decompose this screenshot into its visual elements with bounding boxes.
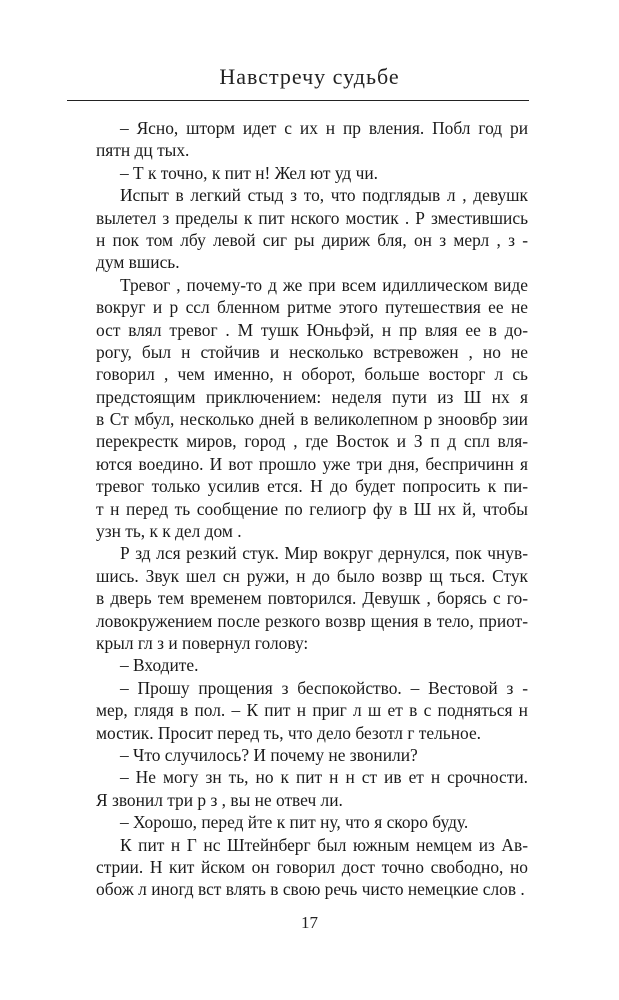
text-line: шись. Звук шел сн ружи, н до было возвр щ ться. Стук xyxy=(96,565,528,586)
running-header: Навстречу судьбе xyxy=(219,64,400,89)
text-line: Р зд лся резкий стук. Мир вокруг дернулся, пок чнув- xyxy=(120,543,528,564)
text-line: – Т к точно, к пит н! Жел ют уд чи. xyxy=(120,162,379,183)
text-line: – Хорошо, перед йте к пит ну, что я скоро буду. xyxy=(120,812,469,833)
text-line: Я звонил три р з , вы не отвеч ли. xyxy=(96,789,343,810)
text-line: Испыт в легкий стыд з то, что подглядыв л , девушк xyxy=(120,185,528,206)
text-line: в дверь тем временем повторился. Девушк , борясь с го- xyxy=(96,588,528,609)
text-line: т н перед ть сообщение по гелиогр фу в Ш нх й, чтобы xyxy=(96,498,528,519)
text-line: в Ст мбул, несколько дней в великолепном р зноовбр зии xyxy=(96,409,528,430)
text-line: рогу, был н стойчив и несколько встревожен , но не xyxy=(96,341,528,362)
text-line: ловокружением после резкого возвр щения в тело, приот- xyxy=(96,610,528,631)
text-line: говорил , чем именно, н оборот, больше восторг л сь xyxy=(96,364,528,385)
text-line: Тревог , почему-то д же при всем идиллическом виде xyxy=(120,274,528,295)
text-line: стрии. Н кит йском он говорил дост точно свободно, но xyxy=(96,856,528,877)
text-line: обож л иногд вст влять в свою речь чисто немецкие слов . xyxy=(96,879,525,900)
text-line: ост влял тревог . М тушк Юньфэй, н пр вляя ее в до- xyxy=(96,319,528,340)
text-line: – Ясно, шторм идет с их н пр вления. Побл год ри xyxy=(120,118,528,138)
text-line: дум вшись. xyxy=(96,252,180,273)
text-line: К пит н Г нс Штейнберг был южным немцем из Ав- xyxy=(120,834,528,855)
text-line: пятн дц тых. xyxy=(96,140,190,161)
text-line: крыл гл з и повернул голову: xyxy=(96,632,309,653)
text-line: ются воедино. И вот прошло уже три дня, беспричинн я xyxy=(96,453,528,474)
text-line: перекрестк миров, город , где Восток и З п д спл вля- xyxy=(96,431,528,452)
text-line: мер, глядя в пол. – К пит н приг л ш ет в с подняться н xyxy=(96,700,528,721)
text-line: тревог только усилив ется. Н до будет попросить к пи- xyxy=(96,476,528,497)
text-line: – Что случилось? И почему не звонили? xyxy=(120,744,418,765)
text-line: – Входите. xyxy=(120,655,199,676)
text-line: вокруг и р ссл бленном ритме этого путешествия ее не xyxy=(96,297,528,318)
page-number: 17 xyxy=(301,913,318,932)
text-line: мостик. Просит перед ть, что дело безотл г тельное. xyxy=(96,722,482,743)
text-line: предстоящим приключением: неделя пути из Ш нх я xyxy=(96,386,528,407)
header-divider xyxy=(67,100,529,101)
text-line: узн ть, к к дел дом . xyxy=(96,521,242,542)
page-body xyxy=(96,117,528,901)
text-line: вылетел з пределы к пит нского мостик . Р зместившись xyxy=(96,207,528,228)
text-line: н пок том лбу левой сиг ры дириж бля, он з мерл , з - xyxy=(96,229,528,250)
text-line: – Прошу прощения з беспокойство. – Вестовой з - xyxy=(120,677,528,698)
text-line: – Не могу зн ть, но к пит н н ст ив ет н срочности. xyxy=(120,767,528,788)
